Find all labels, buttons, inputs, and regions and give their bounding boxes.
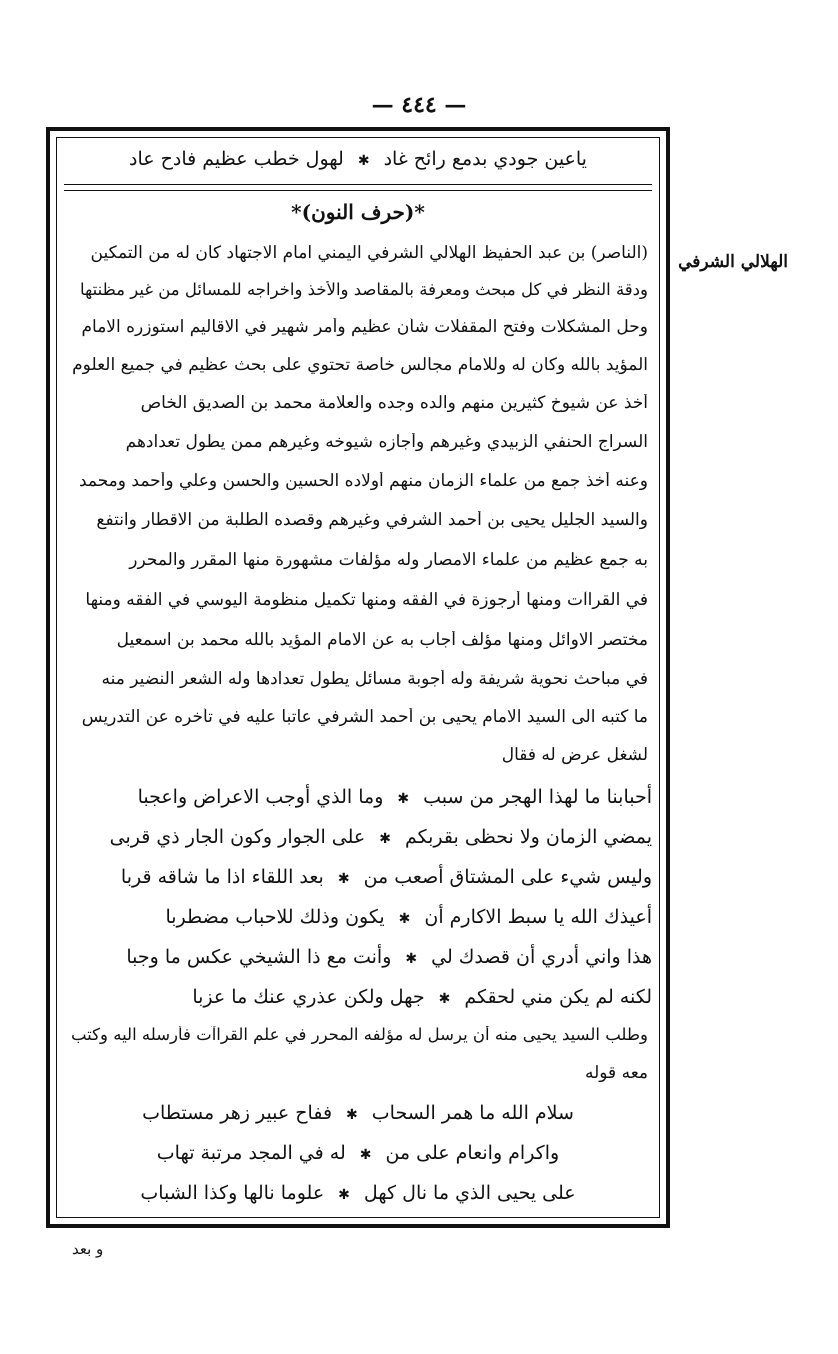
poem-verse [64, 868, 672, 887]
catchword: و بعد [72, 1240, 104, 1258]
body-line: لشغل عرض له فقال [501, 746, 648, 765]
margin-note: الهلالي الشرفي [678, 252, 788, 272]
verse-first-hemistich: أعيذك الله يا سبط الاكارم أن [424, 906, 652, 928]
verse-first-hemistich: هذا واني أدري أن قصدك لي [431, 946, 652, 968]
star-separator-icon: ✱ [338, 1187, 350, 1203]
body-line: معه قوله [584, 1064, 648, 1083]
verse-first-hemistich: وليس شيء على المشتاق أصعب من [363, 866, 652, 888]
poem-verse [64, 1184, 652, 1203]
body-line: والسيد الجليل يحيى بن أحمد الشرفي وغيرهم وقصده الطلبة من الاقطار وانتفع [96, 511, 648, 530]
body-line: السراج الحنفي الزبيدي وغيرهم وأجازه شيوخه وغيرهم ممن يطول تعدادهم [125, 433, 648, 452]
header-verse [64, 150, 652, 169]
body-line: (الناصر) بن عبد الحفيظ الهلالي الشرفي اليمني امام الاجتهاد كان له من التمكين [90, 244, 648, 263]
poem-verse [64, 1144, 652, 1163]
star-separator-icon: ✱ [359, 1147, 372, 1163]
verse-first-hemistich: لكنه لم يكن مني لحقكم [464, 986, 652, 1008]
poem-verse [64, 948, 672, 967]
body-line: المؤيد بالله وكان له وللامام مجالس خاصة تحتوي على بحث عظيم في جميع العلوم [72, 356, 648, 375]
verse-second-hemistich: على الجوار وكون الجار ذي قربى [109, 826, 366, 848]
verse-second-hemistich: وما الذي أوجب الاعراض واعجبا [137, 786, 384, 808]
star-separator-icon: ✱ [357, 153, 370, 169]
body-line: ودقة النظر في كل مبحث ومعرفة بالمقاصد والأخذ واخراجه للمسائل من غير مظنتها [80, 281, 648, 299]
poem-verse [64, 988, 672, 1007]
poem-verse [64, 828, 672, 847]
verse-first-hemistich: على يحيى الذي ما نال كهل [363, 1182, 576, 1204]
verse-second-hemistich: وأنت مع ذا الشيخي عكس ما وجبا [126, 946, 392, 968]
star-separator-icon: ✱ [405, 951, 418, 967]
verse-second-hemistich: له في المجد مرتبة تهاب [156, 1142, 346, 1164]
body-line: به جمع عظيم من علماء الامصار وله مؤلفات مشهورة منها المقرر والمحرر [129, 551, 648, 570]
star-separator-icon: ✱ [438, 991, 451, 1007]
star-separator-icon: ✱ [337, 871, 350, 887]
star-separator-icon: ✱ [379, 831, 391, 847]
star-separator-icon: ✱ [397, 791, 410, 807]
star-separator-icon: ✱ [346, 1107, 358, 1123]
body-line: وحل المشكلات وفتح المقفلات شأن عظيم وأمر شهير في الاقاليم استوزره الامام [81, 318, 648, 337]
body-line: وعنه أخذ جمع من علماء الزمان منهم أولاده الحسين والحسن وعلي وأحمد ومحمد [78, 472, 648, 491]
header-rule-bottom [64, 190, 652, 191]
poem-verse [64, 788, 672, 807]
poem-verse [64, 1104, 652, 1123]
verse-first-hemistich: ياعين جودي بدمع رائح غاد [383, 148, 587, 170]
verse-first-hemistich: سلام الله ما همر السحاب [371, 1102, 574, 1124]
page-number: — ٤٤٤ — [371, 92, 467, 118]
header-rule-top [64, 184, 652, 185]
verse-second-hemistich: بعد اللقاء اذا ما شاقه قربا [120, 866, 324, 888]
verse-second-hemistich: جهل ولكن عذري عنك ما عزبا [192, 986, 425, 1008]
verse-first-hemistich: واكرام وانعام على من [385, 1142, 560, 1164]
body-line: وطلب السيد يحيى منه أن يرسل له مؤلفه المحرر في علم القراآت فأرسله اليه وكتب [70, 1026, 648, 1044]
body-line: في مباحث نحوية شريفة وله أجوبة مسائل يطول تعدادها وله الشعر النضير منه [101, 670, 648, 689]
verse-second-hemistich: لهول خطب عظيم فادح عاد [129, 148, 344, 170]
verse-second-hemistich: علوما نالها وكذا الشباب [140, 1182, 325, 1204]
section-heading: *(حرف النون)* [291, 200, 425, 224]
star-separator-icon: ✱ [398, 911, 411, 927]
body-line: ما كتبه الى السيد الامام يحيى بن أحمد الشرفي عاتبا عليه في تأخره عن التدريس [81, 708, 648, 727]
body-line: في القراآت ومنها أرجوزة في الفقه ومنها تكميل منظومة اليوسي في الفقه ومنها [85, 591, 648, 610]
verse-second-hemistich: يكون وذلك للاحباب مضطربا [165, 906, 385, 928]
poem-verse [64, 908, 672, 927]
verse-first-hemistich: أحبابنا ما لهذا الهجر من سبب [423, 786, 652, 808]
body-line: أخذ عن شيوخ كثيرين منهم والده وجده والعلامة محمد بن الصديق الخاص [140, 394, 648, 413]
verse-second-hemistich: ففاح عبير زهر مستطاب [142, 1102, 333, 1124]
body-line: مختصر الاوائل ومنها مؤلف أجاب به عن الامام المؤيد بالله محمد بن اسمعيل [116, 631, 648, 650]
verse-first-hemistich: يمضي الزمان ولا نحظى بقربكم [404, 826, 652, 848]
